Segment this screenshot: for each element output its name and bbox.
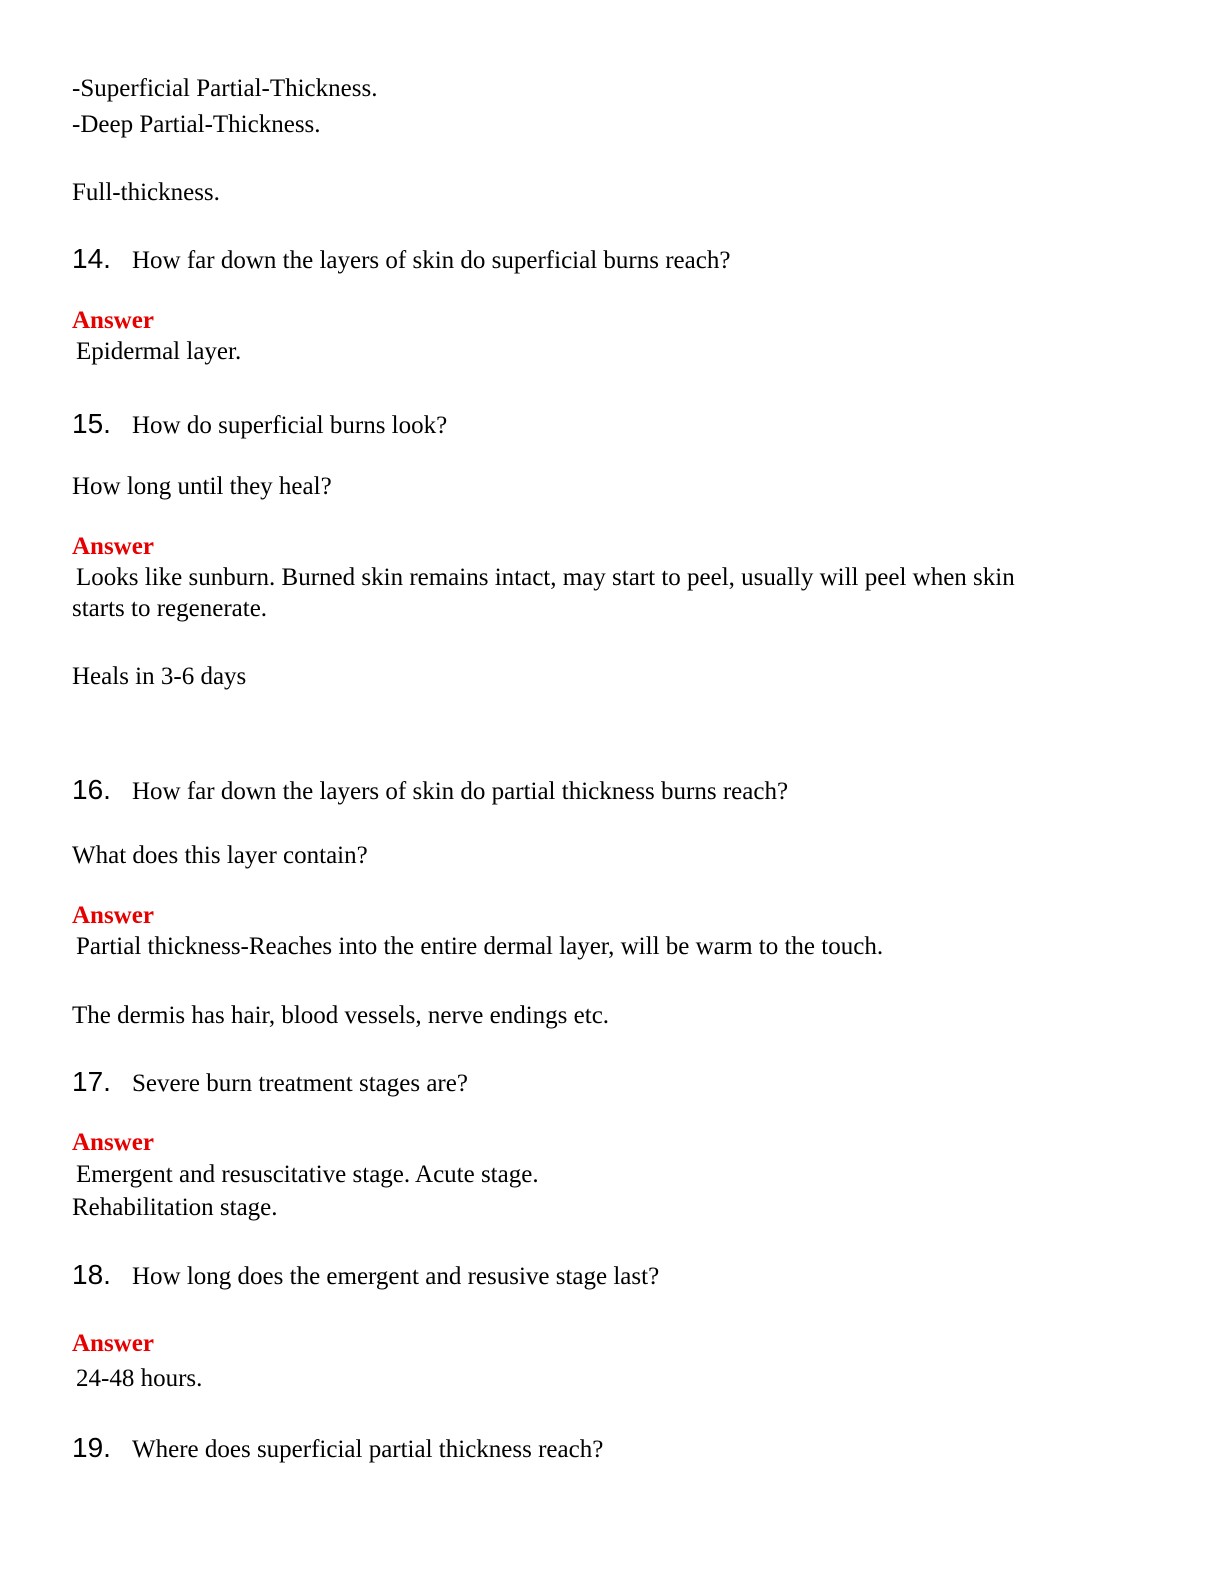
answer-text: The dermis has hair, blood vessels, nerve endings etc. bbox=[72, 1002, 610, 1029]
question-16 bbox=[72, 775, 788, 807]
question-number: 14. bbox=[72, 243, 111, 274]
question-text-secondary: What does this layer contain? bbox=[72, 842, 368, 869]
question-text: How far down the layers of skin do partial thickness burns reach? bbox=[132, 778, 789, 805]
question-text-secondary: How long until they heal? bbox=[72, 473, 332, 500]
question-15 bbox=[72, 409, 447, 441]
question-number: 16. bbox=[72, 774, 111, 805]
question-14 bbox=[72, 244, 730, 276]
answer-label: Answer bbox=[72, 1330, 154, 1357]
question-number: 15. bbox=[72, 408, 111, 439]
answer-text: Rehabilitation stage. bbox=[72, 1194, 278, 1221]
question-text: Where does superficial partial thickness reach? bbox=[132, 1436, 604, 1463]
question-number: 19. bbox=[72, 1432, 111, 1463]
intro-line-superficial-partial: -Superficial Partial-Thickness. bbox=[72, 75, 378, 102]
question-19 bbox=[72, 1433, 603, 1465]
answer-text: Heals in 3-6 days bbox=[72, 663, 247, 690]
intro-line-full-thickness: Full-thickness. bbox=[72, 179, 220, 206]
question-text: How far down the layers of skin do superficial burns reach? bbox=[132, 247, 731, 274]
answer-text: 24-48 hours. bbox=[76, 1365, 203, 1392]
question-number: 18. bbox=[72, 1259, 111, 1290]
answer-label: Answer bbox=[72, 533, 154, 560]
question-18 bbox=[72, 1260, 659, 1292]
answer-text: Partial thickness-Reaches into the entire dermal layer, will be warm to the touch. bbox=[76, 933, 884, 960]
answer-text: Emergent and resuscitative stage. Acute stage. bbox=[76, 1161, 539, 1188]
answer-text: starts to regenerate. bbox=[72, 595, 268, 622]
question-text: How do superficial burns look? bbox=[132, 412, 448, 439]
question-17 bbox=[72, 1067, 468, 1099]
answer-label: Answer bbox=[72, 1129, 154, 1156]
answer-text: Looks like sunburn. Burned skin remains intact, may start to peel, usually will peel when skin bbox=[76, 564, 1015, 591]
answer-label: Answer bbox=[72, 307, 154, 334]
answer-text: Epidermal layer. bbox=[76, 338, 242, 365]
question-text: How long does the emergent and resusive stage last? bbox=[132, 1263, 660, 1290]
question-number: 17. bbox=[72, 1066, 111, 1097]
question-text: Severe burn treatment stages are? bbox=[132, 1070, 468, 1097]
intro-line-deep-partial: -Deep Partial-Thickness. bbox=[72, 111, 321, 138]
answer-label: Answer bbox=[72, 902, 154, 929]
